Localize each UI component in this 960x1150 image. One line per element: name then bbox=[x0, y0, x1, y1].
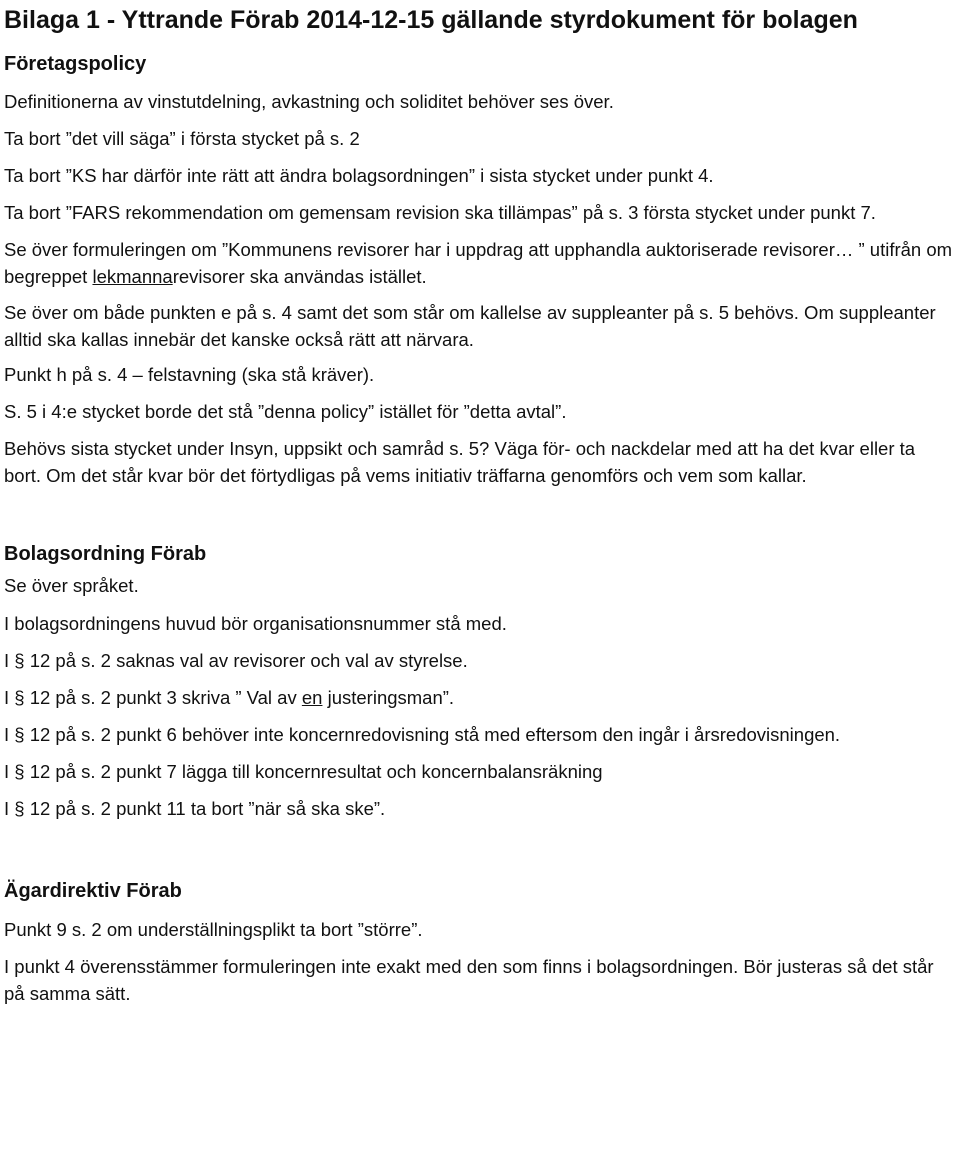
paragraph-text: revisorer ska användas istället. bbox=[172, 266, 427, 287]
paragraph: I § 12 på s. 2 punkt 6 behöver inte koncernredovisning stå med eftersom den ingår i årsredovisningen. bbox=[4, 724, 841, 745]
paragraph: Se över om både punkten e på s. 4 samt det som står om kallelse av suppleanter på s. 5 behövs. Om suppleanter alltid ska kallas innebär det kanske också rätt att närvara. bbox=[4, 302, 936, 350]
paragraph: I § 12 på s. 2 saknas val av revisorer och val av styrelse. bbox=[4, 650, 468, 671]
paragraph: Ta bort ”KS har därför inte rätt att ändra bolagsordningen” i sista stycket under punkt 4. bbox=[4, 165, 714, 186]
paragraph: Ta bort ”FARS rekommendation om gemensam revision ska tillämpas” på s. 3 första stycket under punkt 7. bbox=[4, 202, 876, 223]
paragraph: I § 12 på s. 2 punkt 11 ta bort ”när så ska ske”. bbox=[4, 798, 386, 819]
paragraph bbox=[4, 236, 956, 290]
paragraph: I § 12 på s. 2 punkt 7 lägga till koncernresultat och koncernbalansräkning bbox=[4, 761, 603, 782]
section-heading-foretagspolicy: Företagspolicy bbox=[4, 53, 147, 75]
paragraph: Definitionerna av vinstutdelning, avkastning och soliditet behöver ses över. bbox=[4, 91, 614, 112]
section-heading-agardirektiv: Ägardirektiv Förab bbox=[4, 880, 182, 902]
paragraph-text: justeringsman”. bbox=[322, 687, 455, 708]
paragraph-text: Se över formuleringen om ”Kommunens revisorer har i uppdrag att upphandla auktoriserade revisorer… ” utifrån om begreppet bbox=[4, 239, 953, 287]
paragraph: Se över språket. bbox=[4, 575, 139, 596]
paragraph: I punkt 4 överensstämmer formuleringen inte exakt med den som finns i bolagsordningen. Bör justeras så det står på samma sätt. bbox=[4, 956, 934, 1004]
underlined-word: en bbox=[301, 687, 323, 708]
paragraph: Ta bort ”det vill säga” i första stycket på s. 2 bbox=[4, 128, 360, 149]
paragraph bbox=[4, 684, 956, 711]
document-title: Bilaga 1 - Yttrande Förab 2014-12-15 gällande styrdokument för bolagen bbox=[4, 6, 858, 34]
paragraph: Punkt h på s. 4 – felstavning (ska stå kräver). bbox=[4, 364, 375, 385]
paragraph: S. 5 i 4:e stycket borde det stå ”denna policy” istället för ”detta avtal”. bbox=[4, 401, 567, 422]
paragraph-text: I § 12 på s. 2 punkt 3 skriva ” Val av bbox=[4, 687, 302, 708]
paragraph: Punkt 9 s. 2 om underställningsplikt ta bort ”större”. bbox=[4, 919, 423, 940]
paragraph: I bolagsordningens huvud bör organisationsnummer stå med. bbox=[4, 613, 507, 634]
section-heading-bolagsordning: Bolagsordning Förab bbox=[4, 543, 207, 565]
paragraph: Behövs sista stycket under Insyn, uppsikt och samråd s. 5? Väga för- och nackdelar med att ha det kvar eller ta bort. Om det står kvar bör det förtydligas på vems initiativ träffarna genomförs och vem som kallar. bbox=[4, 438, 916, 486]
underlined-word: lekmanna bbox=[92, 266, 173, 287]
